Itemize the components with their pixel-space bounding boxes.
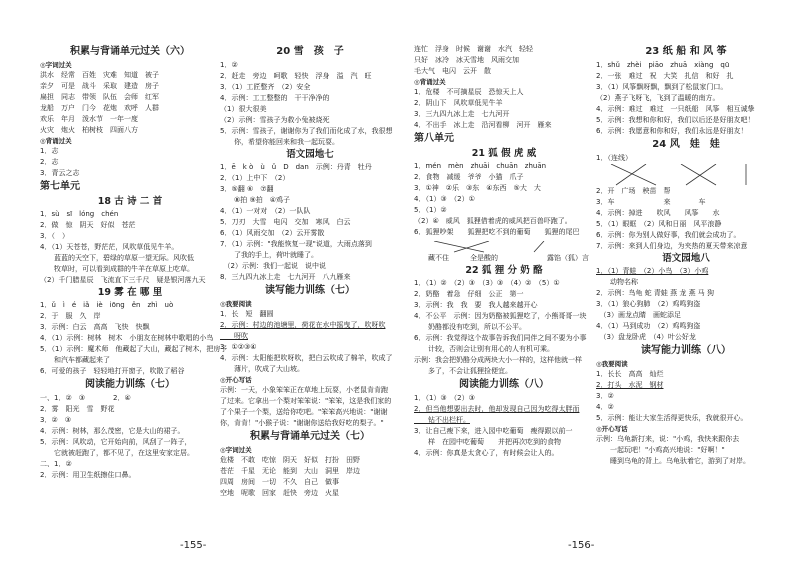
text-line: 2．打头 水泥 钢材 — [596, 381, 664, 389]
text-line: （1）很大很美 — [220, 105, 267, 113]
section-title: 语文园地七 — [286, 149, 334, 160]
section-title: 积累与背诵单元过关（七） — [250, 431, 370, 442]
text-line: （2）千门腊星辰 飞流直下三千尺 疑是银河落九天 — [40, 276, 206, 284]
subsection-title: ◎开心写话 — [596, 425, 628, 433]
text-line: 3．三九四九冰上走 七九河开 — [414, 110, 510, 118]
text-line: 2．雾 阳光 雪 野花 — [40, 405, 115, 413]
text-line: 6．示例：我愿意和你和好，我们永远是好朋友！ — [596, 127, 748, 135]
match-line — [681, 164, 716, 185]
column-1 — [40, 44, 228, 481]
text-line: 5．（1）眼眶 （2）风和日丽 风平浪静 — [596, 220, 722, 228]
text-line: 3．（1）工匠整齐 （2）安全 — [220, 83, 311, 91]
text-line: 1．危楼 不可摘星辰 恐惊天上人 — [414, 88, 524, 96]
text-line: 3．车 来 车 — [596, 198, 706, 206]
text-line: 1．mén mèn zhuāi chuān zhuān — [414, 162, 547, 170]
lesson-title: 23 纸 船 和 风 筝 — [645, 46, 727, 57]
text-line: 4．（1）马到成功 （2）鸡鸣狗盗 — [596, 322, 701, 330]
text-line: 7．（1）示例："我能恢复一现"说道，大雨点落到 — [220, 240, 372, 248]
text-line: 毛大气 电闪 云开 散 — [414, 67, 491, 75]
text-line: 3．示例：白云 高高 飞快 快飘 — [40, 323, 150, 331]
text-line: 示例：一天，小象笨笨正在草地上玩耍，小老鼠肯肯跑 — [220, 386, 388, 394]
text-line: 3．示例：我 我 要 我人越来越开心 — [414, 301, 538, 309]
text-line: 2．奶酪 着急 仔细 公正 第一 — [414, 290, 524, 298]
text-line: 1．ǔ ì é iǎ iè iōng ěn zhì uò — [40, 301, 174, 309]
text-line: 4．② — [596, 403, 614, 411]
text-line: 6．狐狸吵架 狐狸把吃不到的葡萄 狐狸的尾巴 — [414, 228, 580, 236]
text-line: 呀吹 — [220, 332, 248, 340]
text-line: 3．青云之志 — [40, 169, 80, 177]
text-line: 4．示例：掉进 吹风 风筝 水 — [596, 209, 720, 217]
text-line: 1．② — [220, 61, 238, 69]
text-line: 4．不出手 冰上走 沿河看柳 河开 雁来 — [414, 121, 552, 129]
text-line: 1．（连线） — [596, 154, 632, 162]
subsection-title: ◎我要阅读 — [596, 360, 628, 368]
text-line: 你，希望你能回来和我一起玩耍。 — [220, 138, 339, 146]
text-line: 6．（1）风雨交加 （2）云开雾散 — [220, 229, 325, 237]
text-line: 多了，不会让狐狸捡便宜。 — [414, 367, 512, 375]
text-line: 2．（1）上中下 （2） — [220, 174, 290, 182]
text-line: 3．（ ） — [40, 232, 69, 240]
text-line: 6．示例：我觉得这个故事告诉我们同伴之间不要为小事 — [414, 334, 587, 342]
text-line: 四周 房间 一切 不久 自己 做事 — [220, 478, 339, 486]
text-line: 3．② ③ — [40, 416, 72, 424]
text-line: 1．（1）② （2）③ （3）③ （4）② （5）① — [414, 279, 560, 287]
text-line: 4．示例：太阳能把吹呀吹，把白云吹成了棉羊，吹成了 — [220, 354, 393, 362]
subsection-title: ◎开心写话 — [220, 376, 252, 384]
column-4 — [596, 44, 776, 467]
text-line: 2．志 — [40, 158, 59, 166]
text-line: 空地 呢歌 回家 赶快 旁边 火星 — [220, 489, 339, 497]
text-line: 4．（1）③ （2）① — [414, 195, 475, 203]
match-line — [534, 241, 544, 252]
text-line: 它就被赶跑了，都不见了，在这里安家定居。 — [40, 449, 194, 457]
text-line: 4．示例：难过 难过 一只纸船 风筝 相互诚挚 — [596, 105, 755, 113]
text-line: 5．（1）② — [414, 206, 447, 214]
text-line: 样 在园中吃葡萄 并把再次吃到的食物 — [414, 438, 561, 446]
text-line: 7．示例：来到人们身边，为夹热的夏天带来凉意 — [596, 242, 748, 250]
page-number-left: -155- — [180, 540, 207, 551]
text-line: 2．示例：村边的池塘里，荷花在水中摇曳了，吹呀吹 — [220, 321, 386, 329]
section-title: 读写能力训练（八） — [641, 345, 731, 356]
text-line: 2．于 服 久 岸 — [40, 312, 101, 320]
text-line: 蓝蓝的天空下，碧绿的草原一望无际。风吹低 — [40, 254, 194, 262]
subsection-title: ◎字词过关 — [40, 61, 72, 69]
text-line: 一起玩吧！"小鸡高兴地说："好啊！" — [596, 446, 725, 454]
text-line: 连忙 浮身 时候 谢谢 水汽 轻轻 — [414, 45, 533, 53]
text-line: 二、1．② — [40, 460, 72, 468]
unit-title: 第八单元 — [414, 133, 454, 144]
lesson-title: 22 狐 狸 分 奶 酪 — [465, 265, 543, 276]
text-line: 示例：我会把奶酪分成两块大小一样的，这样他就一样 — [414, 356, 582, 364]
text-line: 牧草时，可以看到成群的牛羊在草原上吃草。 — [40, 265, 194, 273]
lesson-title: 24 风 娃 娃 — [652, 139, 720, 150]
text-line: 1．志 — [40, 147, 59, 155]
text-line: 和汽车都藏起来了 — [40, 356, 110, 364]
lesson-title: 21 狐 假 虎 威 — [471, 148, 537, 159]
text-line: 扁担 同志 带领 队伍 会师 红军 — [40, 93, 159, 101]
text-line: 6．示例：你为别人做好事，我们就会成功了。 — [596, 231, 741, 239]
section-title: 阅读能力训练（八） — [459, 379, 549, 390]
text-line: 2．阴山下 风吹草低见牛羊 — [414, 99, 503, 107]
text-line: 4．不公平 示例：因为奶酪被狐狸吃了，小熊哥哥一块 — [414, 312, 587, 320]
text-line: 4．（1）示例：树林 树木 小朋友在树林中歌唱的小鸟 — [40, 334, 214, 342]
section-title: 语文园地八 — [662, 253, 710, 264]
text-line: 动物名称 — [596, 278, 638, 286]
text-line: 你，肯肯！"小猴子说："谢谢你送给我好吃的梨子。" — [220, 419, 384, 427]
text-line: 3．①②③④ — [220, 343, 257, 351]
text-line: （3）盘龙卧虎 （4）叶公好龙 — [596, 333, 696, 341]
text-line: 只好 冰冷 冰天雪地 风雨交加 — [414, 56, 519, 64]
text-line: 4．（1）一对对 （2）一队队 — [220, 207, 311, 215]
matching-lines — [596, 164, 776, 186]
section-title: 阅读能力训练（七） — [85, 379, 175, 390]
text-line: 了过来。它拿出一个梨对笨笨说："笨笨，这是我们家的 — [220, 397, 392, 405]
lesson-title: 18 古 诗 二 首 — [97, 196, 163, 207]
page-number-right: -156- — [568, 540, 595, 551]
matching-lines — [414, 241, 594, 253]
text-line: 洪水 经常 百姓 灾难 知道 被子 — [40, 71, 159, 79]
text-line: 1．sù sī lóng chén — [40, 210, 119, 218]
subsection-title: ◎背诵过关 — [414, 78, 446, 86]
column-2 — [220, 44, 400, 499]
text-line: 1．长长 高高 灿烂 — [596, 370, 664, 378]
text-line: 危楼 不敢 吃惊 阴天 好似 打扮 田野 — [220, 456, 360, 464]
text-line: 睡到乌龟的背上。乌龟驮着它，游到了对岸。 — [596, 457, 750, 465]
text-line: 1．（1）③ （2）③ — [414, 394, 475, 402]
unit-title: 第七单元 — [40, 181, 80, 192]
text-line: 龙船 万户 门今 花炮 欢呼 人群 — [40, 104, 159, 112]
text-line: 一、1．② ③ 2．④ — [40, 394, 131, 402]
text-line: 2．赶走 旁边 呵歌 轻快 浮身 溢 汽 旺 — [220, 72, 372, 80]
text-line: （2）示例：雪孩子为救小兔被烧死 — [220, 116, 330, 124]
text-line: 了个果子一个梨，送给你吃吧。"笨笨高兴地说："谢谢 — [220, 408, 388, 416]
subsection-title: ◎我要阅读 — [220, 300, 252, 308]
section-title: 积累与背诵单元过关（六） — [70, 46, 190, 57]
section-title: 读写能力训练（七） — [265, 285, 355, 296]
text-line: 5．刀刃 大雪 电闪 交加 寒风 白云 — [220, 218, 351, 226]
text-line: （2）燕子飞呀飞，飞到了温暖的南方。 — [596, 94, 720, 102]
text-line: 2．食物 减缓 爷爷 小猫 爪子 — [414, 173, 524, 181]
text-line: 5．示例：我想和你和好，我们以后还是好朋友吧！ — [596, 116, 755, 124]
text-line: 3．⑤翻 ⑥ ⑦翻 — [220, 185, 274, 193]
text-line: 2．开 广场 秧苗 帮 — [596, 187, 671, 195]
text-line: 4．示例：你真是太贪心了，有时候会让人的。 — [414, 449, 559, 457]
text-line: 了我的手上，荷叶就睡了。 — [220, 251, 318, 259]
text-line: 5．示例：能让大家生活得更快乐，我就很开心。 — [596, 414, 748, 422]
text-line: 亲夕 可是 战斗 采取 建造 房子 — [40, 82, 159, 90]
text-line: 4．（1）天苍苍，野茫茫，风吹草低见牛羊。 — [40, 243, 179, 251]
text-line: 计较，否则会让别有用心的人有机可乘。 — [414, 345, 554, 353]
text-line: ⑧拍 ⑨拍 ④鸡子 — [220, 196, 291, 204]
text-line: （2）示例：我们一起说 说中说 — [220, 262, 326, 270]
text-line: 欢乐 年月 泼水节 一年一度 — [40, 115, 138, 123]
text-line: 1．shǔ zhèi piāo zhuā xiàng qū — [596, 61, 730, 69]
match-line — [616, 164, 646, 185]
text-line: 3．让自己瘦下来，进入园中吃葡萄 瘦得跟以前一 — [414, 427, 573, 435]
text-line: 3．② — [596, 392, 614, 400]
text-line: 8．三九四九冰上走 七九河开 八九雁来 — [220, 273, 351, 281]
text-line: 2．一张 难过 祝 大笑 扎信 和好 扎 — [596, 72, 734, 80]
text-line: 苍茫 千星 无论 能到 大山 洞里 岸边 — [220, 467, 360, 475]
text-line: 1．长 短 翻圆 — [220, 310, 274, 318]
text-line: 3．（1）风筝飘呀飘，飘到了松鼠家门口。 — [596, 83, 728, 91]
text-line: 2．做 惊 阴天 好似 苍茫 — [40, 221, 136, 229]
text-line: 5．示例：风吹动，它开始向前，风刮了一阵子， — [40, 438, 192, 446]
lesson-title: 19 雾 在 哪 里 — [97, 287, 163, 298]
text-line: 奶酪都没有吃到，所以不公平。 — [414, 323, 526, 331]
text-line: 示例：乌龟新打来，说："小鸡，我快来跟你去 — [596, 435, 740, 443]
text-line: 3．（1）狼心狗肺 （2）鸡鸣狗盗 — [596, 300, 701, 308]
text-line: 1．ē k ò ù ǔ D dan 示例：丹青 牡丹 — [220, 163, 372, 171]
text-line: 4．示例：工工整整的 干干净净的 — [220, 94, 330, 102]
column-3 — [414, 44, 594, 459]
text-line: （2）④ 威风 狐狸借着虎的威风把百兽吓跑了。 — [414, 217, 572, 225]
text-line: 藏不住 全是酸的 露馅（狐）言 — [414, 254, 589, 262]
text-line: （3）画龙点睛 画蛇添足 — [596, 311, 681, 319]
text-line: 钻不出栏杆。 — [414, 416, 470, 424]
lesson-title: 20 雪 孩 子 — [276, 46, 344, 57]
text-line: 5．（1）示例：魔术师 他藏起了大山，藏起了树木，把房子 — [40, 345, 228, 353]
text-line: 6．可爱的孩子 轻轻地打开窗子，吹散了稻谷 — [40, 367, 185, 375]
text-line: 5．示例：雪孩子，谢谢你为了我们而化成了水，我很想 — [220, 127, 393, 135]
text-line: 薄片，吹成了大山坡。 — [220, 365, 304, 373]
subsection-title: ◎背诵过关 — [40, 137, 72, 145]
text-line: 2．但当他想要出去时，他却发现自己因为吃得太胖而 — [414, 405, 580, 413]
subsection-title: ◎字词过关 — [220, 446, 252, 454]
text-line: 2．示例：用卫生纸擦住口鼻。 — [40, 471, 136, 479]
match-line — [611, 164, 656, 185]
text-line: 2．示例：鸟龟 蛇 青蛙 燕 龙 燕 马 狗 — [596, 289, 715, 297]
text-line: 4．示例：树林，那么茂密，它是大山的裙子。 — [40, 427, 185, 435]
text-line: 1．（1）青蛙 （2）小鸟 （3）小鸡 — [596, 267, 709, 275]
text-line: 火灾 炮火 柏树枝 四面八方 — [40, 126, 138, 134]
text-line: 3．①神 ②乐 ③东 ④东西 ⑤大 大 — [414, 184, 541, 192]
